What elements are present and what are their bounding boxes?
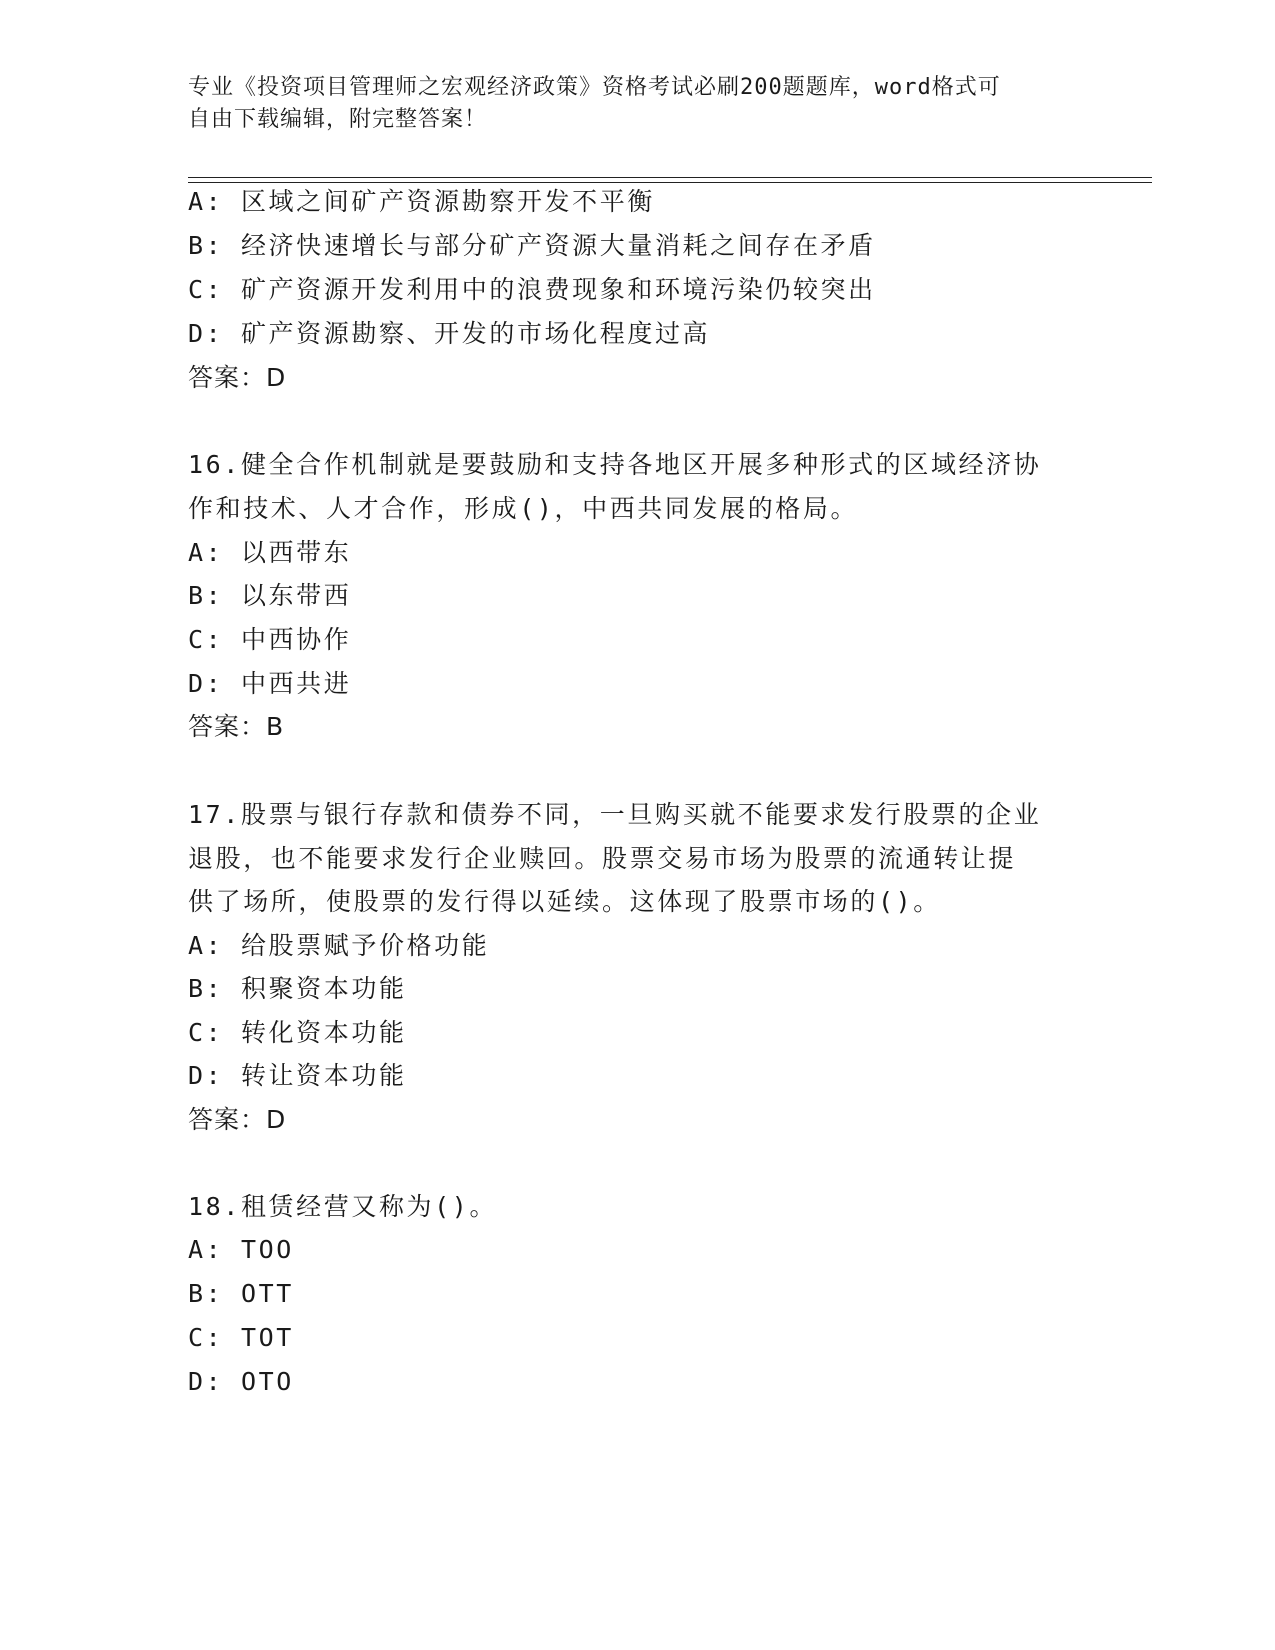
q17-stem-line-2: 退股，也不能要求发行企业赎回。股票交易市场为股票的流通转让提 (188, 844, 1017, 873)
q17-option-b: B: 积聚资本功能 (188, 974, 407, 1003)
q17-option-a: A: 给股票赋予价格功能 (188, 931, 490, 960)
q15-option-c: C: 矿产资源开发利用中的浪费现象和环境污染仍较突出 (188, 275, 876, 304)
q16-option-a: A: 以西带东 (188, 538, 352, 567)
header-divider-top (188, 177, 1152, 178)
document-header (188, 72, 1068, 136)
q17-option-c: C: 转化资本功能 (188, 1018, 407, 1047)
q15-option-d: D: 矿产资源勘察、开发的市场化程度过高 (188, 319, 711, 348)
q16-option-d: D: 中西共进 (188, 669, 352, 698)
q17-stem-line-1: 17.股票与银行存款和债券不同，一旦购买就不能要求发行股票的企业 (188, 800, 1042, 829)
header-line-2: 自由下载编辑，附完整答案！ (188, 107, 488, 132)
q16-answer: 答案：B (188, 712, 285, 741)
header-divider-bottom (188, 182, 1152, 183)
q16-option-b: B: 以东带西 (188, 581, 352, 610)
q18-option-b: B: OTT (188, 1279, 294, 1308)
q15-answer: 答案：D (188, 363, 287, 392)
header-line-1: 专业《投资项目管理师之宏观经济政策》资格考试必刷200题题库，word格式可 (188, 75, 1001, 100)
q16-stem-line-2: 作和技术、人才合作，形成()，中西共同发展的格局。 (188, 494, 859, 523)
q16-stem-line-1: 16.健全合作机制就是要鼓励和支持各地区开展多种形式的区域经济协 (188, 450, 1042, 479)
q15-option-b: B: 经济快速增长与部分矿产资源大量消耗之间存在矛盾 (188, 231, 876, 260)
q18-option-a: A: TOO (188, 1235, 294, 1264)
q15-option-a: A: 区域之间矿产资源勘察开发不平衡 (188, 187, 655, 216)
q17-option-d: D: 转让资本功能 (188, 1061, 407, 1090)
q18-option-d: D: OTO (188, 1367, 294, 1396)
q18-stem-line-1: 18.租赁经营又称为()。 (188, 1192, 498, 1221)
q17-stem-line-3: 供了场所，使股票的发行得以延续。这体现了股票市场的()。 (188, 887, 941, 916)
q18-option-c: C: TOT (188, 1323, 294, 1352)
q16-option-c: C: 中西协作 (188, 625, 352, 654)
q17-answer: 答案：D (188, 1105, 287, 1134)
